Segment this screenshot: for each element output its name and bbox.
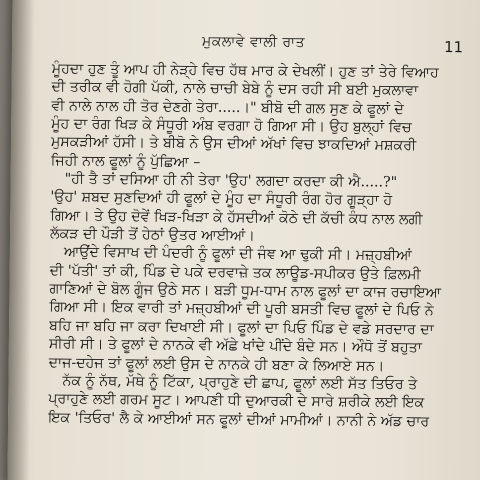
- text-line: ਗਿਆ ਸੀ। ਇਕ ਵਾਰੀ ਤਾਂ ਮਜ਼੍ਹਬੀਆਂ ਦੀ ਪੂਰੀ ਬਸਤੀ ਵਿਚ ਫੂਲਾਂ ਦੇ ਪਿਓ ਨੇ: [49, 299, 434, 320]
- page-number: 11: [443, 38, 464, 57]
- text-line: ਗਿਆ। ਤੇ ਉਹ ਦੋਵੇਂ ਖਿੜ-ਖਿੜਾ ਕੇ ਹੱਸਦੀਆਂ ਕੋਠੇ ਦੀ ਕੱਚੀ ਕੰਧ ਨਾਲ ਲਗੀ: [50, 207, 423, 228]
- binding-shadow: [7, 0, 34, 480]
- text-line: ਵੀ ਨਾਲੇ ਨਾਲ ਹੀ ਤੋਰ ਦੇਣਗੇ ਤੇਰਾ.....।" ਬੀਬੋ ਦੀ ਗਲ ਸੁਣ ਕੇ ਫੂਲਾਂ ਦੇ: [51, 97, 404, 118]
- text-line: 'ਉਹ' ਸ਼ਬਦ ਸੁਣਦਿਆਂ ਹੀ ਫੂਲਾਂ ਦੇ ਮੂੰਹ ਦਾ ਸੰਧੂਰੀ ਰੰਗ ਹੋਰ ਗੂੜ੍ਹਾ ਹੋ: [50, 189, 393, 209]
- text-line: ਆਉਂਦੇ ਵਿਸਾਖ ਦੀ ਪੰਦਰੀ ਨੂੰ ਫੂਲਾਂ ਦੀ ਜੰਞ ਆ ਢੁਕੀ ਸੀ। ਮਜ਼੍ਹਬੀਆਂ: [63, 244, 412, 265]
- body-text: [48, 60, 468, 431]
- text-line: ਦਾਜ-ਦਹੇਜ ਤਾਂ ਫੂਲਾਂ ਲਈ ਉਸ ਦੇ ਨਾਨਕੇ ਹੀ ਬਣਾ ਕੇ ਲਿਆਏ ਸਨ।: [48, 354, 385, 374]
- text-line: ਨੱਕ ਨੂੰ ਨੱਥ, ਮੱਥੇ ਨੂੰ ਟਿੱਕਾ, ਪ੍ਰਾਹੁਣੇ ਦੀ ਛਾਪ, ਫੂਲਾਂ ਲਈ ਸੱਤ ਤਿਓਰ ਤੇ: [62, 372, 418, 393]
- text-line: ਪ੍ਰਾਹੁਣੇ ਲਈ ਗਰਮ ਸੂਟ। ਆਪਣੀ ਧੀ ਦੁਆਰਕੀ ਦੇ ਸਾਰੇ ਸ਼ਰੀਕੇ ਲਈ ਇਕ: [48, 391, 425, 412]
- text-line: ਮੁਸਕੜੀਆਂ ਹੱਸੀ। ਤੇ ਬੀਬੋ ਨੇ ਉਸ ਦੀਆਂ ਅੱਖਾਂ ਵਿਚ ਝਾਕਦਿਆਂ ਮਸ਼ਕਰੀ: [50, 134, 417, 155]
- text-line: ਮੂੰਹ ਦਾ ਰੰਗ ਖਿੜ ਕੇ ਸੰਧੂਰੀ ਅੰਬ ਵਰਗਾ ਹੋ ਗਿਆ ਸੀ। ਉਹ ਬੁਲ੍ਹਾਂ ਵਿਚ: [51, 115, 412, 136]
- text-line: "ਹੀ ਤੈ ਤਾਂ ਦਸਿਆ ਹੀ ਨੀ ਤੇਰਾ 'ਉਹ' ਲਗਦਾ ਕਰਦਾ ਕੀ ਐ.....?": [64, 171, 398, 191]
- text-line: ਦੀ ਤਰੀਕ ਵੀ ਹੋਗੀ ਪੱਕੀ, ਨਾਲੇ ਚਾਚੀ ਬੇਬੇ ਨੂੰ ਦਸ ਰਹੀ ਸੀ ਬਈ ਮੁਕਲਾਵਾ: [51, 79, 419, 100]
- book-page: [7, 0, 480, 480]
- text-line: ਸੀਰੀ ਸੀ। ਤੇ ਫੂਲਾਂ ਦੇ ਨਾਨਕੇ ਵੀ ਅੱਛੇ ਖਾਂਦੇ ਪੀਂਦੇ ਬੰਦੇ ਸਨ। ਔਧੋ ਤੋਂ ਬਹੁਤਾ: [48, 336, 422, 356]
- text-line: ਲੱਕੜ ਦੀ ਪੌੜੀ ਤੋਂ ਹੇਠਾਂ ਉਤਰ ਆਈਆਂ।: [49, 226, 255, 245]
- text-line: ਗਾਣਿਆਂ ਦੇ ਬੋਲ ਗੂੰਜ ਉਠੇ ਸਨ। ਬੜੀ ਧੂਮ-ਧਾਮ ਨਾਲ ਫੂਲਾਂ ਦਾ ਕਾਜ ਰਚਾਇਆ: [49, 281, 442, 302]
- text-line: ਇਕ 'ਤਿਓਰ' ਲੈ ਕੇ ਆਈਆਂ ਸਨ ਫੂਲਾਂ ਦੀਆਂ ਮਾਮੀਆਂ। ਨਾਨੀ ਨੇ ਅੱਡ ਚਾਰ: [48, 409, 430, 430]
- text-line: ਬਹਿ ਜਾ ਬਹਿ ਜਾ ਕਰਾ ਦਿਖਾਈ ਸੀ। ਫੂਲਾਂ ਦਾ ਪਿਓ ਪਿੰਡ ਦੇ ਵਡੇ ਸਰਦਾਰ ਦਾ: [49, 317, 434, 338]
- text-line: ਮੂੰਹਦਾ ਹੁਣ ਤੂੰ ਆਪ ਹੀ ਨੇੜ੍ਹੇ ਵਿਚ ਹੱਥ ਮਾਰ ਕੇ ਦੇਖਲੀਂ। ਹੁਣ ਤਾਂ ਤੇਰੇ ਵਿਆਹ: [51, 60, 439, 81]
- text-line: ਜਿਹੀ ਨਾਲ ਫੂਲਾਂ ਨੂੰ ਪੁੱਛਿਆ –: [50, 152, 201, 171]
- text-line: ਦੀ 'ਪੱਤੀ' ਤਾਂ ਕੀ, ਪਿੰਡ ਦੇ ਪਕੇ ਦਰਵਾਜ਼ੇ ਤਕ ਲਾਊਡ-ਸਪੀਕਰ ਉਤੇ ਫ਼ਿਲਮੀ: [49, 262, 421, 283]
- running-header: ਮੁਕਲਾਵੇ ਵਾਲੀ ਰਾਤ: [201, 33, 306, 51]
